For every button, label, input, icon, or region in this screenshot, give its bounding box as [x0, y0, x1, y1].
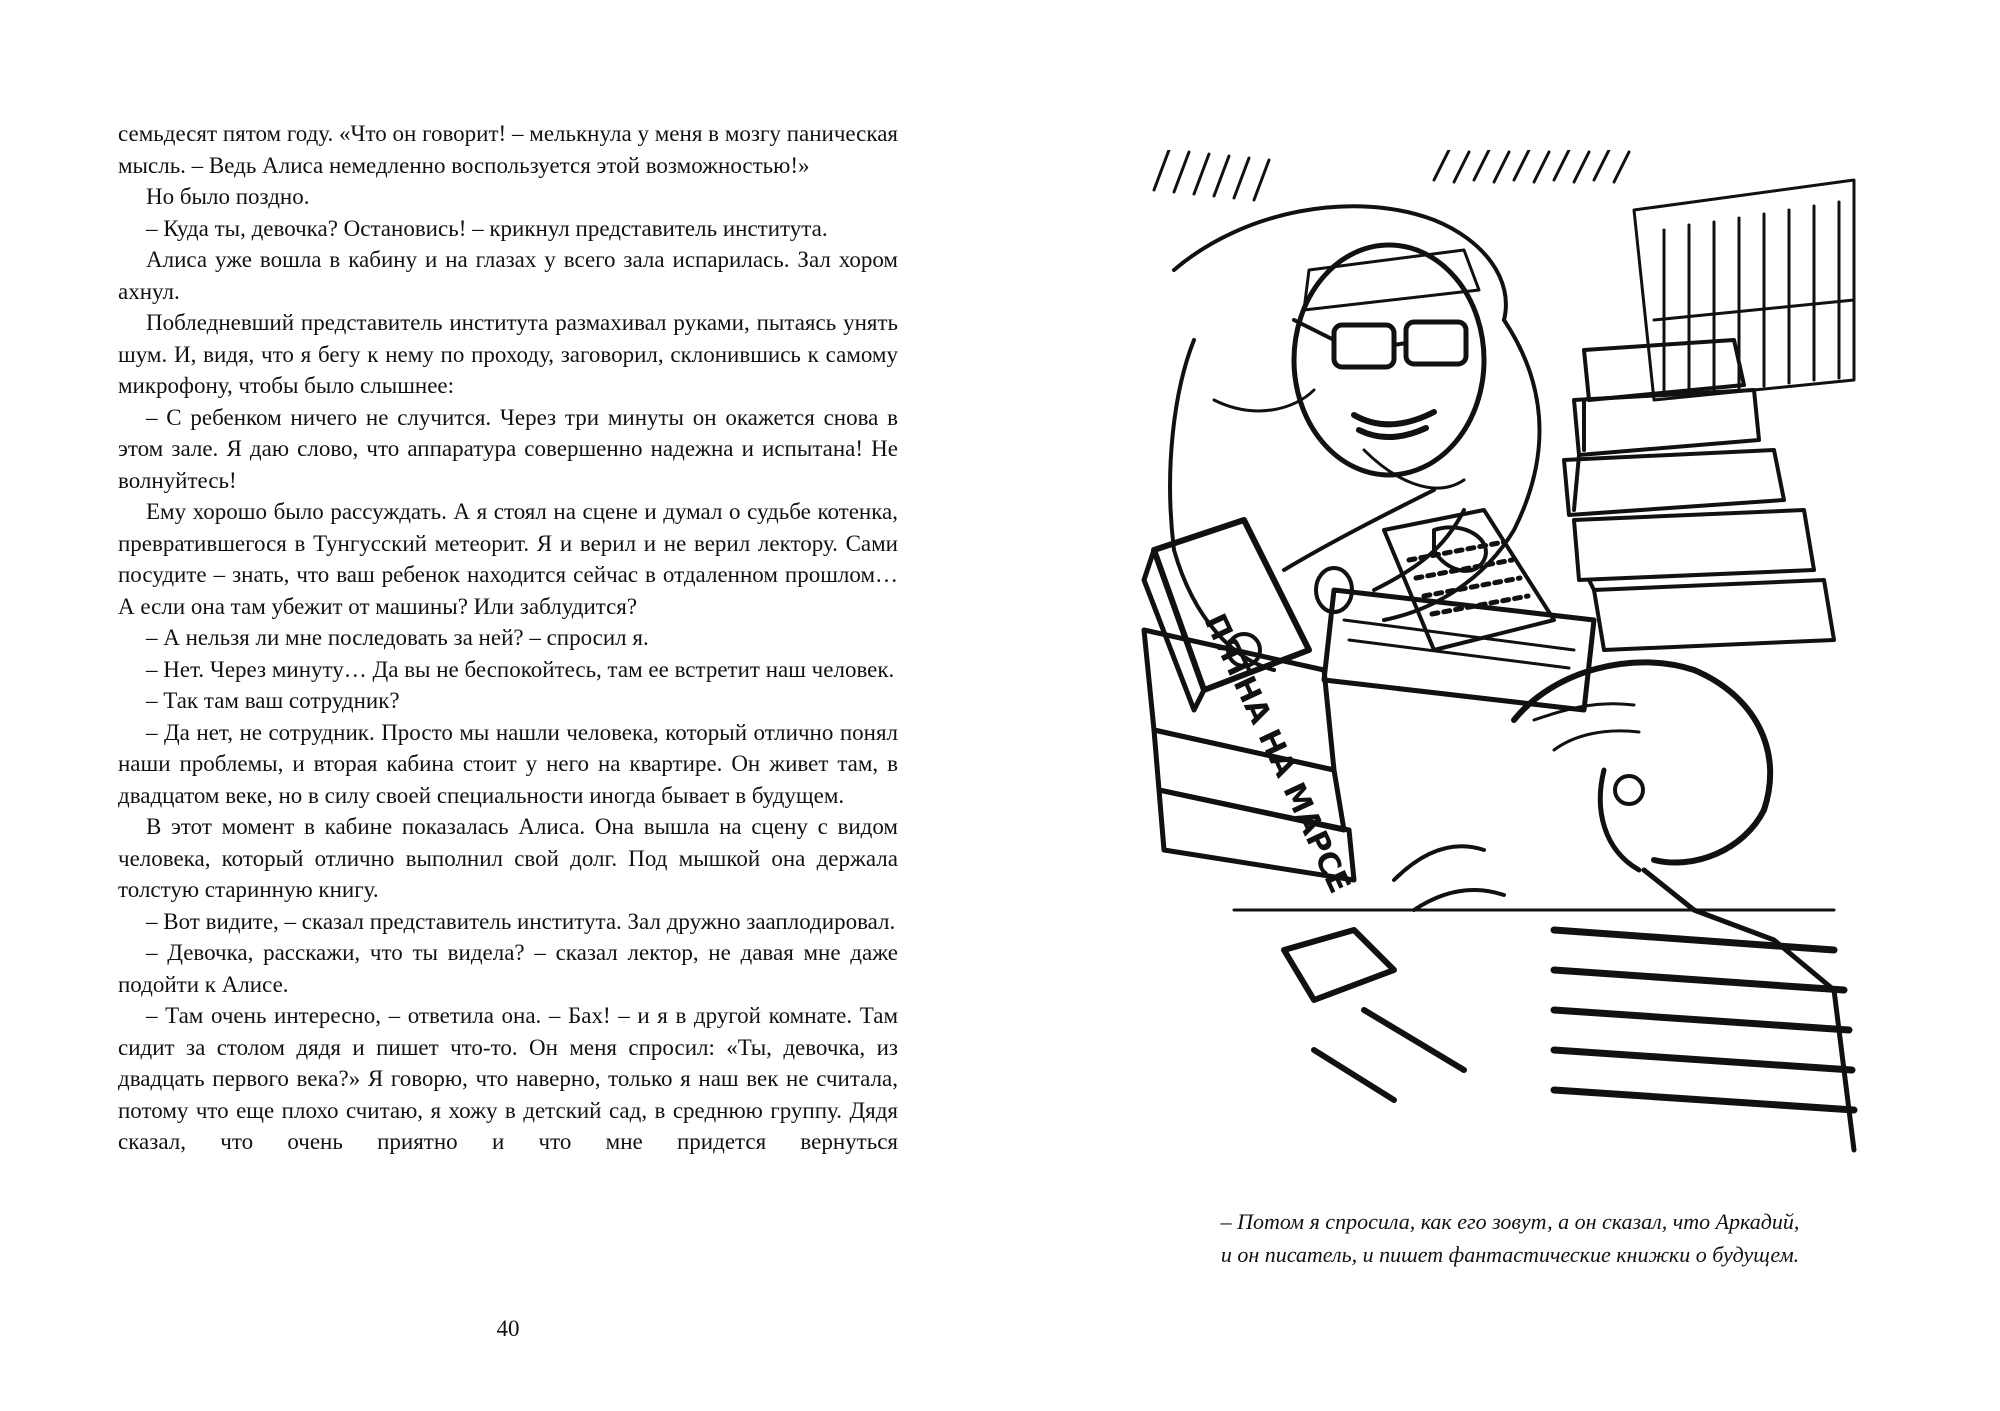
typewriter [1316, 510, 1594, 710]
book-cover-title: ПЯТНА НА МАРСЕ [1196, 608, 1357, 899]
page-number: 40 [496, 1316, 520, 1341]
paragraph-10: – Так там ваш сотрудник? [146, 688, 400, 713]
caption-line-1: – Потом я спросила, как его зовут, а он сказал, что Аркадий, [1220, 1209, 1800, 1234]
paragraph-14: – Девочка, расскажи, что ты видела? – сказал лектор, не давая мне даже подойти к Алисе. [118, 940, 898, 997]
paragraph-4: Алиса уже вошла в кабину и на глазах у всего зала испарилась. Зал хором ахнул. [118, 247, 898, 304]
bookshelf [1634, 180, 1854, 400]
paragraph-1: семьдесят пятом году. «Что он говорит! – мелькнула у меня в мозгу паническая мысль. – Ведь Алиса немедленно воспользуется этой возможностью!» [118, 121, 898, 178]
girl-figure [1284, 662, 1854, 1150]
paragraph-7: Ему хорошо было рассуждать. А я стоял на сцене и думал о судьбе котенка, превратившегося в Тунгусский метеорит. Я и верил и не верил лектору. Сами посудите – знать, что ваш ребенок находится сейчас в отдаленном прошлом… А если она там убежит от машины? Или заблудится? [118, 499, 898, 619]
paragraph-8: – А нельзя ли мне последовать за ней? – спросил я. [146, 625, 649, 650]
paragraph-11: – Да нет, не сотрудник. Просто мы нашли человека, который отлично понял наши проблемы, и вторая кабина стоит у него на квартире. Он живет там, в двадцатом веке, но в силу своей специальности иногда бывает в будущем. [118, 719, 898, 808]
caption-line-2: и он писатель, и пишет фантастические книжки о будущем. [1220, 1242, 1800, 1267]
background-hatching [1154, 150, 1629, 200]
paragraph-5: Побледневший представитель института размахивал руками, пытаясь унять шум. И, видя, что я бегу к нему по проходу, заговорил, склонившись к самому микрофону, чтобы было слышнее: [118, 310, 898, 398]
paragraph-12: В этот момент в кабине показалась Алиса. Она вышла на сцену с видом человека, который отлично выполнил свой долг. Под мышкой она держала толстую старинную книгу. [118, 814, 898, 902]
illustration-caption [1180, 1205, 1840, 1271]
paragraph-3: – Куда ты, девочка? Остановись! – крикнул представитель института. [146, 215, 828, 241]
paragraph-9: – Нет. Через минуту… Да вы не беспокойтесь, там ее встретит наш человек. [146, 656, 895, 682]
paragraph-15: – Там очень интересно, – ответила она. – Бах! – и я в другой комнате. Там сидит за столом дядя и пишет что-то. Он меня спросил: «Ты, девочка, из двадцать первого века?» Я говорю, что наверно, только я наш век не считала, потому что еще плохо считаю, я хожу в детский сад, в среднюю группу. Дядя сказал, что очень приятно и что мне придется вернуться [118, 1003, 898, 1154]
writer-figure [1170, 206, 1539, 670]
left-page-text [118, 118, 898, 1158]
paragraph-2: Но было поздно. [146, 184, 310, 209]
paragraph-13: – Вот видите, – сказал представитель института. Зал дружно зааплодировал. [146, 908, 896, 934]
illustration-writer-and-girl [1134, 150, 1864, 1160]
paragraph-6: – С ребенком ничего не случится. Через три минуты он окажется снова в этом зале. Я даю слово, что аппаратура совершенно надежна и испытана! Не волнуйтесь! [118, 404, 898, 493]
